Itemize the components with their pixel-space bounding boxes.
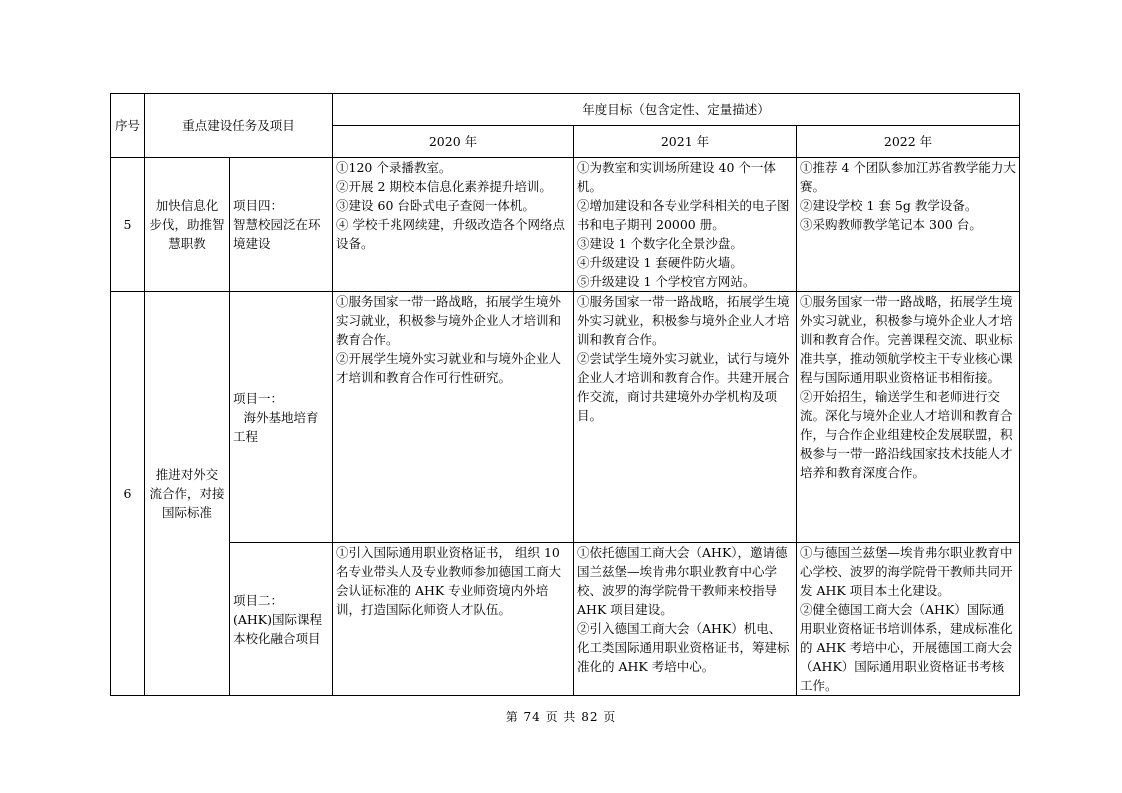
project-line: 智慧校园泛在环 — [233, 217, 321, 232]
cell-2021 — [574, 543, 797, 696]
row-seq: 6 — [111, 292, 145, 696]
target-item: ①服务国家一带一路战略，拓展学生境外实习就业，积极参与境外企业人才培训和教育合作。 — [577, 294, 790, 347]
target-item: ①服务国家一带一路战略，拓展学生境外实习就业，积极参与境外企业人才培训和教育合作。完善课程交流、职业标准共享，推动领航学校主干专业核心课程与国际通用职业资格证书相衔接。 — [800, 294, 1013, 385]
annual-plan-table — [110, 93, 1020, 696]
header-seq: 序号 — [111, 94, 145, 158]
cell-2020 — [333, 158, 574, 292]
target-item: ①为教室和实训场所建设 40 个一体机。 — [577, 160, 776, 194]
project-line: 境建设 — [233, 236, 271, 251]
header-row-1 — [111, 94, 1020, 126]
project-line: 本校化融合项目 — [233, 630, 321, 646]
task-line: 国际标准 — [161, 505, 212, 520]
target-item: ①推荐 4 个团队参加江苏省教学能力大赛。 — [800, 160, 1016, 194]
row-task — [145, 158, 230, 292]
project-line: 海外基地培育 — [243, 409, 319, 425]
project-line: 项目一： — [233, 390, 284, 406]
target-item: ①120 个录播教室。 — [336, 160, 452, 175]
header-task: 重点建设任务及项目 — [145, 94, 333, 158]
target-item: ②开始招生，输送学生和老师进行交流。深化与境外企业人才培训和教育合作，与合作企业组建校企发展联盟，积极参与一带一路沿线国家技术技能人才培养和教育深度合作。 — [800, 389, 1013, 480]
target-item: ④升级建设 1 套硬件防火墙。 — [577, 255, 743, 270]
target-item: ①与德国兰兹堡—埃肯弗尔职业教育中心学校、波罗的海学院骨干教师共同开发 AHK 项目本土化建设。 — [800, 545, 1013, 598]
project-line: (AHK)国际课程 — [233, 611, 323, 627]
row-project — [230, 543, 333, 696]
target-item: ②建设学校 1 套 5g 教学设备。 — [800, 198, 978, 213]
target-item: ②健全德国工商大会（AHK）国际通用职业资格证书培训体系，建成标准化的 AHK 考培中心，开展德国工商大会（AHK）国际通用职业资格证书考核工作。 — [800, 602, 1013, 693]
cell-2021 — [574, 158, 797, 292]
target-item: ③建设 1 个数字化全景沙盘。 — [577, 236, 743, 251]
target-item: ③建设 60 台卧式电子查阅一体机。 — [336, 198, 535, 213]
header-annual-target: 年度目标（包含定性、定量描述） — [333, 94, 1020, 126]
target-item: ②尝试学生境外实习就业，试行与境外企业人才培训和教育合作。共建开展合作交流，商讨共建境外办学机构及项目。 — [577, 351, 790, 423]
table-row-6-project-1 — [111, 292, 1020, 543]
target-item: ②开展学生境外实习就业和与境外企业人才培训和教育合作可行性研究。 — [336, 351, 562, 385]
header-2021: 2021 年 — [574, 126, 797, 158]
cell-2020 — [333, 543, 574, 696]
task-line: 流合作，对接 — [149, 486, 225, 501]
target-item: ①引入国际通用职业资格证书， 组织 10名专业带头人及专业教师参加德国工商大会认证标准的 AHK 专业师资境内外培训，打造国际化师资人才队伍。 — [336, 545, 562, 617]
row-task — [145, 292, 230, 696]
row-seq: 5 — [111, 158, 145, 292]
page-footer: 第 74 页 共 82 页 — [505, 710, 617, 724]
cell-2020 — [333, 292, 574, 543]
task-line: 慧职教 — [168, 236, 206, 251]
target-item: ③采购教师教学笔记本 300 台。 — [800, 217, 982, 232]
header-2020: 2020 年 — [333, 126, 574, 158]
target-item: ②增加建设和各专业学科相关的电子图书和电子期刊 20000 册。 — [577, 198, 790, 232]
row-project — [230, 292, 333, 543]
header-2022: 2022 年 — [797, 126, 1020, 158]
task-line: 推进对外交 — [155, 467, 219, 482]
target-item: ②开展 2 期校本信息化素养提升培训。 — [336, 179, 552, 194]
cell-2022 — [797, 292, 1020, 543]
project-line: 项目二： — [233, 592, 284, 608]
project-line: 工程 — [233, 428, 259, 444]
target-item: ②引入德国工商大会（AHK）机电、化工类国际通用职业资格证书，筹建标准化的 AHK 考培中心。 — [577, 621, 790, 674]
target-item: ①依托德国工商大会（AHK），邀请德国兰兹堡—埃肯弗尔职业教育中心学校、波罗的海学院骨干教师来校指导 AHK 项目建设。 — [577, 545, 788, 617]
task-line: 加快信息化 — [155, 198, 219, 213]
cell-2021 — [574, 292, 797, 543]
task-line: 步伐，助推智 — [149, 217, 225, 232]
cell-2022 — [797, 158, 1020, 292]
project-line: 项目四： — [233, 198, 284, 213]
target-item: ④ 学校千兆网续建，升级改造各个网络点设备。 — [336, 217, 565, 251]
target-item: ①服务国家一带一路战略，拓展学生境外实习就业，积极参与境外企业人才培训和教育合作。 — [336, 294, 562, 347]
table-row-6-project-2 — [111, 543, 1020, 696]
row-project — [230, 158, 333, 292]
target-item: ⑤升级建设 1 个学校官方网站。 — [577, 274, 756, 289]
table-row-5 — [111, 158, 1020, 292]
cell-2022 — [797, 543, 1020, 696]
